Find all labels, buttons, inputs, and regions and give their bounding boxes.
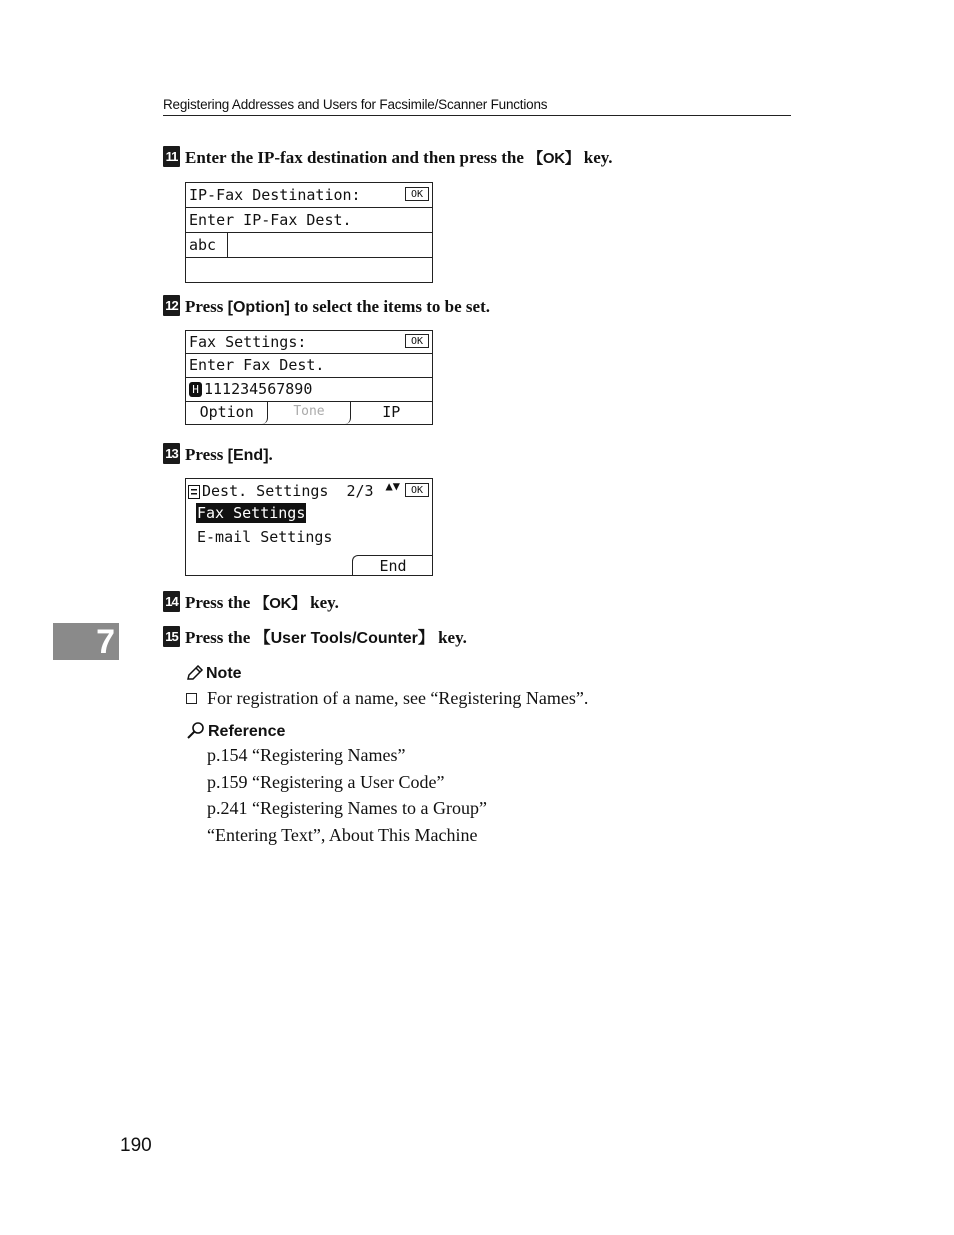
step-number: 13 [163,443,180,464]
reference-link[interactable]: “Entering Text”, About This Machine [207,825,478,845]
lcd-fax-settings [185,330,433,425]
ip-softkey[interactable]: IP [382,403,401,421]
end-key-label: [End] [227,447,269,464]
step-number: 12 [163,295,180,316]
reference-link[interactable]: p.159 “Registering a User Code” [207,772,445,792]
scroll-arrows-icon[interactable]: ▲▼ [385,479,400,493]
lcd-title-row: Fax Settings: OK [186,331,432,354]
email-settings-item[interactable]: E-mail Settings [197,528,333,546]
note-heading: Note [186,665,242,683]
step-number: 14 [163,591,180,612]
running-header: Registering Addresses and Users for Facsimile/Scanner Functions [163,96,791,116]
pencil-icon [186,665,204,681]
note-text: For registration of a name, see “Registering Names”. [207,688,589,708]
lcd-dest-settings [185,478,433,576]
lcd-prompt-row: Enter IP-Fax Dest. [186,208,432,233]
user-tools-key-label: 【User Tools/Counter】 [254,630,434,647]
page-indicator: 2/3 [346,482,374,500]
ok-key-label: 【OK】 [254,595,306,612]
lcd-number-row [186,378,432,401]
option-softkey[interactable]: Option [186,402,268,424]
ok-icon[interactable]: OK [405,187,429,201]
step-instruction: Press the 【User Tools/Counter】 key. [185,628,467,647]
hash-icon: H [189,382,202,397]
lcd-title-row: IP-Fax Destination: OK [186,183,432,208]
page-number: 190 [120,1135,152,1156]
chapter-tab: 7 [53,623,119,660]
lcd-entry-row[interactable] [186,233,432,258]
lcd-menu-list [186,503,432,575]
lcd-prompt-row: Enter Fax Dest. [186,354,432,378]
tone-softkey[interactable]: Tone [268,402,350,424]
reference-link[interactable]: p.154 “Registering Names” [207,745,406,765]
lcd-ipfax-destination [185,182,433,283]
end-softkey[interactable]: End [352,555,433,576]
fax-settings-item[interactable]: Fax Settings [197,504,306,522]
lcd-blank-row [186,258,432,282]
note-bullet-box [186,693,197,704]
step-number: 11 [163,146,180,167]
magnifier-icon [186,721,206,739]
step-instruction: Press the 【OK】 key. [185,593,339,612]
step-number: 15 [163,626,180,647]
softkey-bar [186,401,432,424]
ok-icon[interactable]: OK [405,483,429,497]
lcd-title-row: Dest. Settings 2/3 ▲▼ OK [186,479,432,503]
step-instruction: Enter the IP-fax destination and then press the 【OK】 key. [185,148,613,167]
document-icon [188,485,200,499]
option-key-label: [Option] [227,299,290,316]
fax-number: 111234567890 [204,380,313,398]
step-instruction: Press [Option] to select the items to be set. [185,297,491,316]
step-instruction: Press [End]. [185,445,273,464]
ok-icon[interactable]: OK [405,334,429,348]
ok-key-label: 【OK】 [528,150,580,167]
input-mode-label: abc [189,236,217,254]
reference-link[interactable]: p.241 “Registering Names to a Group” [207,798,487,818]
reference-heading: Reference [186,721,285,741]
